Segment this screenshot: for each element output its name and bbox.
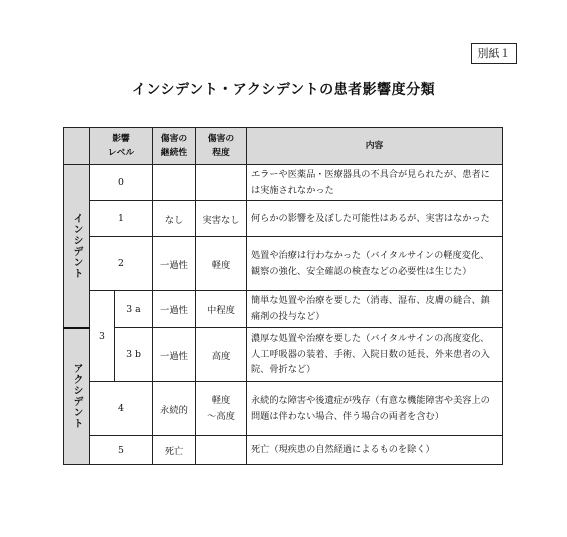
severity-cell [196,165,247,201]
severity-cell: 中程度 [196,291,247,328]
header-content: 内容 [247,128,503,165]
level-cell: 5 [90,436,153,465]
header-continuity: 傷害の 継続性 [153,128,196,165]
header-blank [64,128,90,165]
severity-cell: 軽度 ～高度 [196,382,247,436]
level-cell: 3 a [115,291,153,328]
continuity-cell: 一過性 [153,237,196,291]
level-cell: 1 [90,201,153,237]
header-row [64,128,503,165]
severity-cell: 高度 [196,328,247,382]
table-row [64,201,503,237]
level-3-cell: 3 [90,291,115,382]
table-row [64,436,503,465]
content-cell: エラーや医薬品・医療器具の不具合が見られたが、患者には実施されなかった [247,165,503,201]
header-level: 影響 レベル [90,128,153,165]
continuity-cell: 永続的 [153,382,196,436]
severity-cell: 実害なし [196,201,247,237]
table-row [64,291,503,328]
page-title: インシデント・アクシデントの患者影響度分類 [131,82,436,98]
table-row [64,237,503,291]
continuity-cell [153,165,196,201]
level-cell: 2 [90,237,153,291]
continuity-cell: 一過性 [153,291,196,328]
table-row [64,165,503,201]
level-cell: 4 [90,382,153,436]
severity-cell: 軽度 [196,237,247,291]
level-cell: 3 b [115,328,153,382]
group-accident [64,328,90,465]
impact-classification-table [63,127,503,465]
level-cell: 0 [90,165,153,201]
continuity-cell: 死亡 [153,436,196,465]
attachment-label: 別紙１ [471,43,517,64]
severity-cell [196,436,247,465]
content-cell: 永続的な障害や後遺症が残存（有意な機能障害や美容上の問題は伴わない場合、伴う場合の両者を含む） [247,382,503,436]
group-incident-label: インシデント [71,212,82,279]
table-row [64,328,503,382]
table-row [64,382,503,436]
content-cell: 簡単な処置や治療を要した（消毒、湿布、皮膚の縫合、鎮痛剤の投与など） [247,291,503,328]
continuity-cell: なし [153,201,196,237]
content-cell: 死亡（現疾患の自然経過によるものを除く） [247,436,503,465]
continuity-cell: 一過性 [153,328,196,382]
content-cell: 何らかの影響を及ぼした可能性はあるが、実害はなかった [247,201,503,237]
content-cell: 濃厚な処置や治療を要した（バイタルサインの高度変化、人工呼吸器の装着、手術、入院日数の延長、外来患者の入院、骨折など） [247,328,503,382]
group-incident [64,165,90,328]
header-severity: 傷害の 程度 [196,128,247,165]
group-accident-label: アクシデント [71,363,82,430]
content-cell: 処置や治療は行わなかった（バイタルサインの軽度変化、観察の強化、安全確認の検査などの必要性は生じた） [247,237,503,291]
